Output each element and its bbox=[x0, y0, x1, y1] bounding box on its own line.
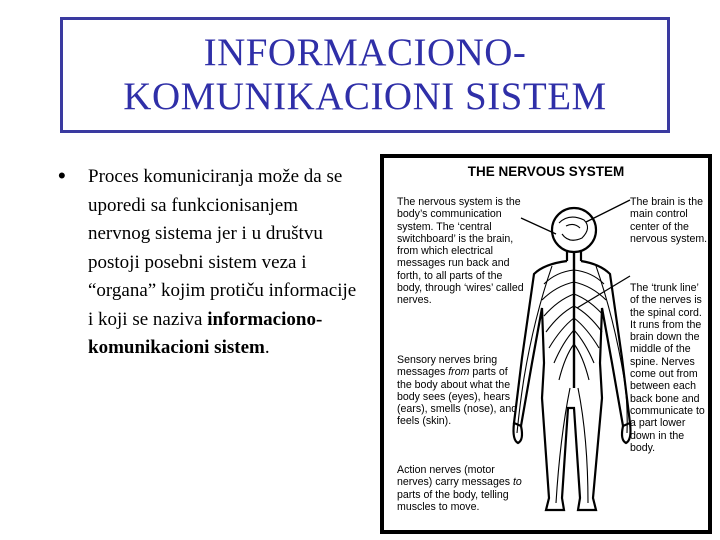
action-text-emphasis: to bbox=[512, 476, 522, 489]
sensory-text-emphasis: from bbox=[448, 366, 470, 379]
title-line-2: KOMUNIKACIONI SISTEM bbox=[123, 75, 607, 118]
action-text-b: parts of the body, telling muscles to move. bbox=[397, 488, 509, 513]
sensory-text-a: Sensory nerves bring messages bbox=[397, 354, 498, 379]
title-box bbox=[60, 17, 670, 133]
action-text-a: Action nerves (motor nerves) carry messages bbox=[397, 464, 513, 489]
bullet-text-end: . bbox=[264, 337, 270, 358]
sensory-text-b: parts of the body about what the body sees (eyes), hears (ears), smells (nose), and feels (skin). bbox=[397, 366, 518, 428]
right-panel-spinal-cord: The ‘trunk line’ of the nerves is the spinal cord. It runs from the brain down the middle of the spine. Nerves come out from between each back bone and communicate to a part lower down in the body. bbox=[630, 282, 705, 454]
right-panel-brain: The brain is the main control center of the nervous system. bbox=[630, 196, 708, 245]
bullet-text-bold: informaciono-komunikacioni sistem bbox=[88, 308, 323, 358]
bullet-marker: • bbox=[58, 163, 66, 188]
nervous-system-figure bbox=[380, 154, 712, 534]
figure-title: THE NERVOUS SYSTEM bbox=[467, 164, 625, 179]
left-panel-overview: The nervous system is the body’s communication system. The ‘central switchboard’ is the brain, from which electrical messages run back and forth, to all parts of the body, through ‘wires’ called nerves. bbox=[397, 196, 524, 307]
bullet-text-plain: Proces komuniciranja može da se uporedi sa funkcionisanjem nervnog sistema jer i u društvu postoji posebni sistem veza i “organa” kojim protiču informacije i koji se naziva bbox=[88, 166, 357, 330]
bullet-text bbox=[88, 163, 363, 363]
left-panel-sensory bbox=[397, 354, 525, 428]
left-panel-action bbox=[397, 464, 525, 513]
title-line-1: INFORMACIONO- bbox=[203, 31, 527, 74]
